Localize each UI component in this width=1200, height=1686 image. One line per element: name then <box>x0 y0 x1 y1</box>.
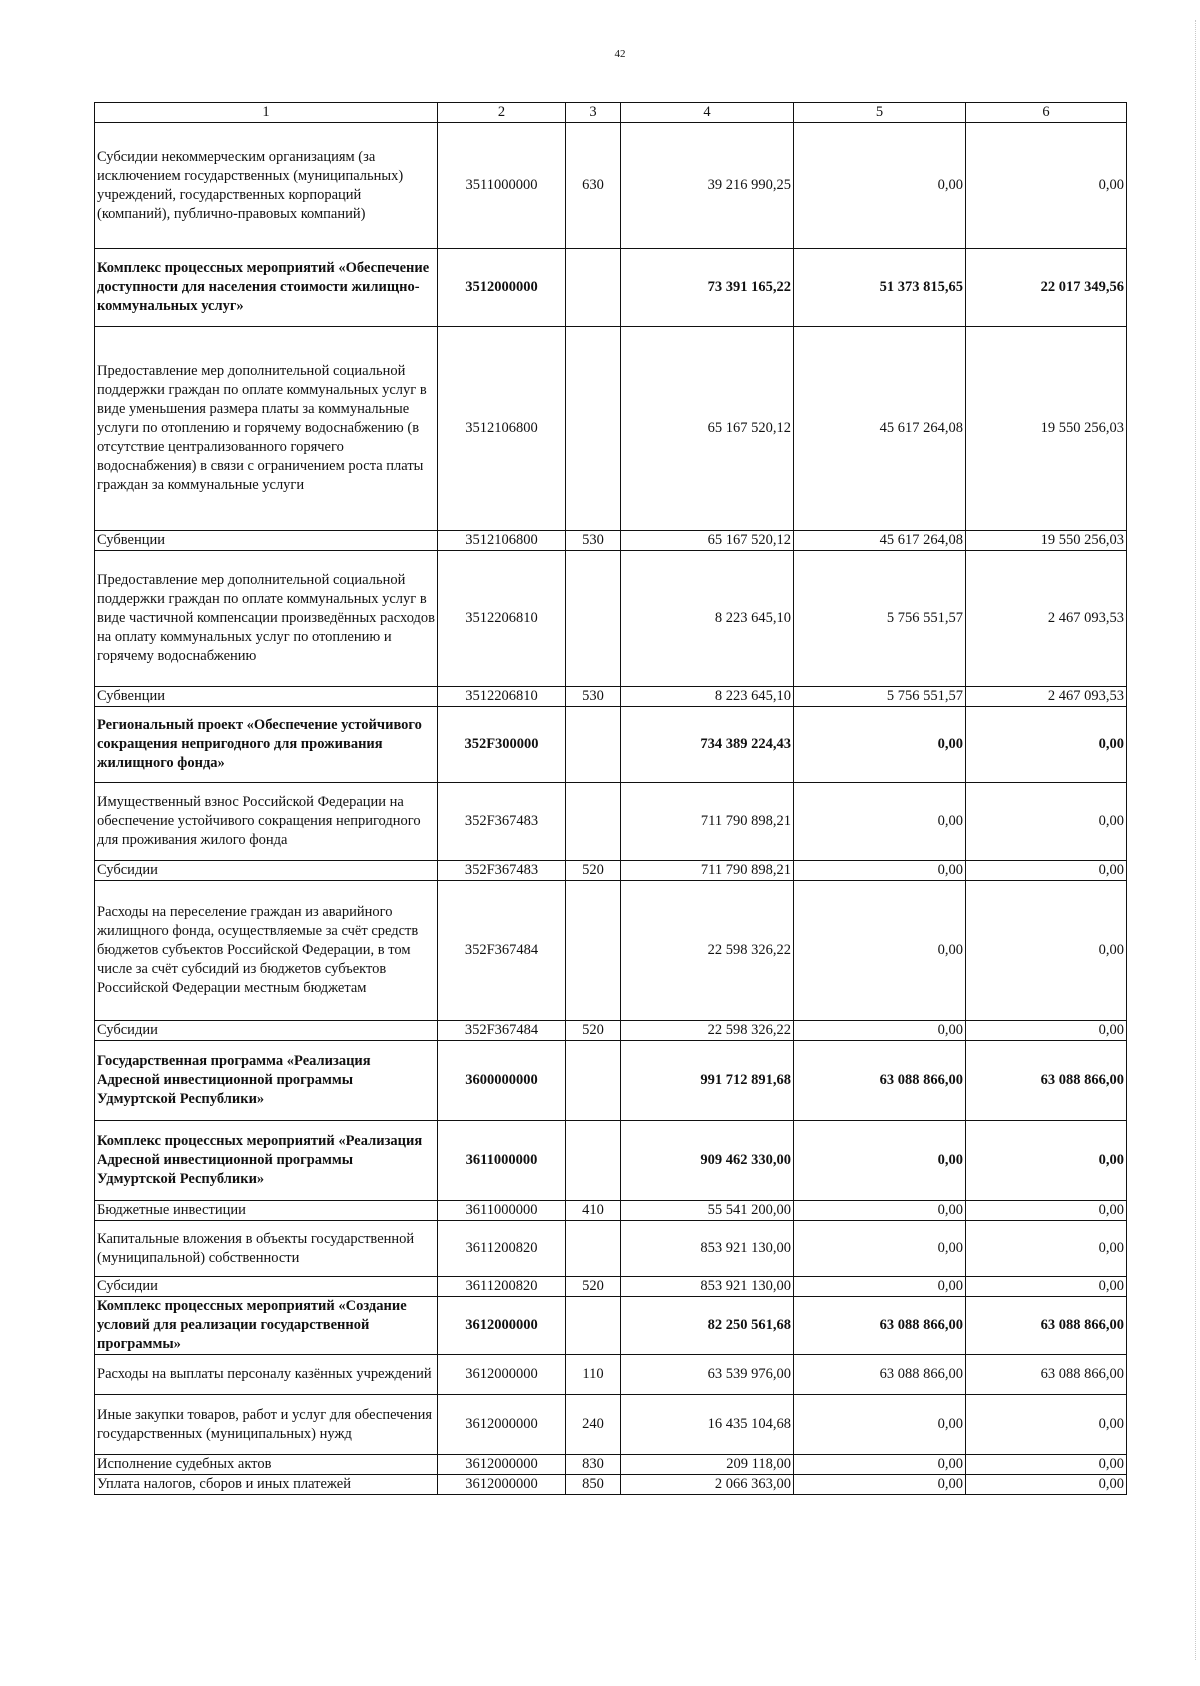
row-value-col5-cell: 0,00 <box>794 861 966 881</box>
row-name-cell: Комплекс процессных мероприятий «Обеспечение доступности для населения стоимости жилищно-коммунальных услуг» <box>95 249 438 327</box>
row-value-col5-cell: 45 617 264,08 <box>794 531 966 551</box>
row-expense-type-cell: 530 <box>566 531 621 551</box>
row-code-cell: 3612000000 <box>438 1297 566 1355</box>
row-expense-type-cell: 520 <box>566 861 621 881</box>
row-expense-type-cell: 240 <box>566 1395 621 1455</box>
row-value-col4-cell: 711 790 898,21 <box>621 783 794 861</box>
row-expense-type-cell <box>566 707 621 783</box>
table-row <box>95 783 1127 861</box>
row-name-cell: Имущественный взнос Российской Федерации на обеспечение устойчивого сокращения непригодного для проживания жилого фонда <box>95 783 438 861</box>
row-value-col4-cell: 22 598 326,22 <box>621 881 794 1021</box>
row-code-cell: 3512106800 <box>438 531 566 551</box>
row-value-col4-cell: 209 118,00 <box>621 1455 794 1475</box>
row-value-col4-cell: 22 598 326,22 <box>621 1021 794 1041</box>
row-value-col5-cell: 0,00 <box>794 1455 966 1475</box>
row-value-col5-cell: 0,00 <box>794 881 966 1021</box>
row-name-cell: Субвенции <box>95 687 438 707</box>
table-row <box>95 531 1127 551</box>
row-value-col5-cell: 5 756 551,57 <box>794 687 966 707</box>
row-code-cell: 352F367484 <box>438 881 566 1021</box>
row-expense-type-cell: 850 <box>566 1475 621 1495</box>
table-row <box>95 1201 1127 1221</box>
table-row <box>95 1395 1127 1455</box>
row-expense-type-cell: 630 <box>566 123 621 249</box>
row-expense-type-cell <box>566 783 621 861</box>
row-value-col5-cell: 63 088 866,00 <box>794 1041 966 1121</box>
row-value-col6-cell: 22 017 349,56 <box>966 249 1127 327</box>
row-expense-type-cell <box>566 1297 621 1355</box>
row-code-cell: 3611000000 <box>438 1201 566 1221</box>
table-row <box>95 1021 1127 1041</box>
row-expense-type-cell <box>566 327 621 531</box>
budget-table <box>94 102 1127 1495</box>
row-expense-type-cell <box>566 1221 621 1277</box>
row-code-cell: 352F300000 <box>438 707 566 783</box>
header-col-6: 6 <box>966 103 1127 123</box>
row-value-col5-cell: 51 373 815,65 <box>794 249 966 327</box>
header-row <box>95 103 1127 123</box>
table-row <box>95 1297 1127 1355</box>
row-value-col4-cell: 55 541 200,00 <box>621 1201 794 1221</box>
row-value-col5-cell: 0,00 <box>794 1475 966 1495</box>
row-value-col4-cell: 853 921 130,00 <box>621 1277 794 1297</box>
row-code-cell: 3611200820 <box>438 1221 566 1277</box>
row-value-col5-cell: 0,00 <box>794 1277 966 1297</box>
scan-edge-noise <box>1187 20 1196 1660</box>
row-value-col6-cell: 0,00 <box>966 1121 1127 1201</box>
table-row <box>95 327 1127 531</box>
row-value-col6-cell: 0,00 <box>966 1021 1127 1041</box>
row-code-cell: 352F367483 <box>438 783 566 861</box>
row-name-cell: Комплекс процессных мероприятий «Реализация Адресной инвестиционной программы Удмуртской Республики» <box>95 1121 438 1201</box>
row-value-col4-cell: 65 167 520,12 <box>621 531 794 551</box>
row-value-col5-cell: 0,00 <box>794 123 966 249</box>
row-value-col6-cell: 63 088 866,00 <box>966 1041 1127 1121</box>
row-code-cell: 3612000000 <box>438 1475 566 1495</box>
row-value-col5-cell: 0,00 <box>794 1021 966 1041</box>
row-value-col4-cell: 2 066 363,00 <box>621 1475 794 1495</box>
table-row <box>95 861 1127 881</box>
table-row <box>95 1475 1127 1495</box>
row-value-col4-cell: 39 216 990,25 <box>621 123 794 249</box>
row-name-cell: Капитальные вложения в объекты государственной (муниципальной) собственности <box>95 1221 438 1277</box>
header-col-1: 1 <box>95 103 438 123</box>
row-name-cell: Субсидии <box>95 861 438 881</box>
row-expense-type-cell: 410 <box>566 1201 621 1221</box>
header-col-5: 5 <box>794 103 966 123</box>
row-name-cell: Уплата налогов, сборов и иных платежей <box>95 1475 438 1495</box>
row-value-col6-cell: 0,00 <box>966 1395 1127 1455</box>
row-value-col5-cell: 45 617 264,08 <box>794 327 966 531</box>
row-value-col4-cell: 63 539 976,00 <box>621 1355 794 1395</box>
row-code-cell: 3612000000 <box>438 1355 566 1395</box>
row-value-col4-cell: 8 223 645,10 <box>621 687 794 707</box>
table-row <box>95 881 1127 1021</box>
row-value-col6-cell: 19 550 256,03 <box>966 531 1127 551</box>
row-name-cell: Субвенции <box>95 531 438 551</box>
table-row <box>95 1221 1127 1277</box>
row-value-col6-cell: 0,00 <box>966 1277 1127 1297</box>
row-expense-type-cell <box>566 881 621 1021</box>
row-name-cell: Субсидии <box>95 1021 438 1041</box>
row-value-col4-cell: 853 921 130,00 <box>621 1221 794 1277</box>
table-row <box>95 123 1127 249</box>
table-row <box>95 1355 1127 1395</box>
row-code-cell: 352F367484 <box>438 1021 566 1041</box>
row-expense-type-cell: 830 <box>566 1455 621 1475</box>
row-expense-type-cell: 110 <box>566 1355 621 1395</box>
row-value-col5-cell: 0,00 <box>794 1221 966 1277</box>
row-code-cell: 352F367483 <box>438 861 566 881</box>
row-code-cell: 3511000000 <box>438 123 566 249</box>
row-code-cell: 3512206810 <box>438 687 566 707</box>
row-code-cell: 3611000000 <box>438 1121 566 1201</box>
row-name-cell: Бюджетные инвестиции <box>95 1201 438 1221</box>
row-value-col6-cell: 2 467 093,53 <box>966 551 1127 687</box>
row-code-cell: 3512106800 <box>438 327 566 531</box>
row-code-cell: 3600000000 <box>438 1041 566 1121</box>
row-value-col4-cell: 65 167 520,12 <box>621 327 794 531</box>
row-expense-type-cell <box>566 249 621 327</box>
table-row <box>95 249 1127 327</box>
row-value-col4-cell: 991 712 891,68 <box>621 1041 794 1121</box>
row-name-cell: Иные закупки товаров, работ и услуг для обеспечения государственных (муниципальных) нужд <box>95 1395 438 1455</box>
row-expense-type-cell <box>566 551 621 687</box>
row-value-col6-cell: 0,00 <box>966 1221 1127 1277</box>
row-code-cell: 3612000000 <box>438 1455 566 1475</box>
row-value-col5-cell: 0,00 <box>794 1201 966 1221</box>
header-col-3: 3 <box>566 103 621 123</box>
table-row <box>95 1455 1127 1475</box>
row-name-cell: Предоставление мер дополнительной социальной поддержки граждан по оплате коммунальных услуг в виде уменьшения размера платы за коммунальные услуги по отоплению и горячему водоснабжению (в отсутствие централизованного горячего водоснабжения) в связи с ограничением роста платы граждан за коммунальные услуги <box>95 327 438 531</box>
row-name-cell: Комплекс процессных мероприятий «Создание условий для реализации государственной программы» <box>95 1297 438 1355</box>
row-name-cell: Расходы на выплаты персоналу казённых учреждений <box>95 1355 438 1395</box>
row-value-col5-cell: 0,00 <box>794 707 966 783</box>
row-name-cell: Региональный проект «Обеспечение устойчивого сокращения непригодного для проживания жилищного фонда» <box>95 707 438 783</box>
row-value-col5-cell: 5 756 551,57 <box>794 551 966 687</box>
row-expense-type-cell: 530 <box>566 687 621 707</box>
row-expense-type-cell <box>566 1121 621 1201</box>
row-name-cell: Расходы на переселение граждан из аварийного жилищного фонда, осуществляемые за счёт средств бюджетов субъектов Российской Федерации, в том числе за счёт субсидий из бюджетов субъектов Российской Федерации местным бюджетам <box>95 881 438 1021</box>
row-name-cell: Субсидии некоммерческим организациям (за исключением государственных (муниципальных) учреждений, государственных корпораций (компаний), публично-правовых компаний) <box>95 123 438 249</box>
row-value-col6-cell: 2 467 093,53 <box>966 687 1127 707</box>
row-code-cell: 3612000000 <box>438 1395 566 1455</box>
table-row <box>95 1121 1127 1201</box>
row-value-col6-cell: 0,00 <box>966 1201 1127 1221</box>
row-value-col4-cell: 711 790 898,21 <box>621 861 794 881</box>
row-value-col5-cell: 0,00 <box>794 783 966 861</box>
table-body <box>95 123 1127 1495</box>
table-row <box>95 687 1127 707</box>
row-name-cell: Государственная программа «Реализация Адресной инвестиционной программы Удмуртской Республики» <box>95 1041 438 1121</box>
row-value-col4-cell: 909 462 330,00 <box>621 1121 794 1201</box>
row-value-col5-cell: 0,00 <box>794 1121 966 1201</box>
table-row <box>95 1277 1127 1297</box>
row-name-cell: Предоставление мер дополнительной социальной поддержки граждан по оплате коммунальных услуг в виде частичной компенсации произведённых расходов на оплату коммунальных услуг по отоплению и горячему водоснабжению <box>95 551 438 687</box>
row-value-col6-cell: 19 550 256,03 <box>966 327 1127 531</box>
row-name-cell: Исполнение судебных актов <box>95 1455 438 1475</box>
table-row <box>95 707 1127 783</box>
row-value-col5-cell: 63 088 866,00 <box>794 1355 966 1395</box>
row-code-cell: 3512000000 <box>438 249 566 327</box>
row-code-cell: 3611200820 <box>438 1277 566 1297</box>
row-value-col6-cell: 0,00 <box>966 707 1127 783</box>
row-expense-type-cell: 520 <box>566 1277 621 1297</box>
header-col-4: 4 <box>621 103 794 123</box>
row-value-col6-cell: 0,00 <box>966 783 1127 861</box>
row-value-col4-cell: 82 250 561,68 <box>621 1297 794 1355</box>
header-col-2: 2 <box>438 103 566 123</box>
table-row <box>95 551 1127 687</box>
row-code-cell: 3512206810 <box>438 551 566 687</box>
row-value-col6-cell: 0,00 <box>966 123 1127 249</box>
row-value-col6-cell: 63 088 866,00 <box>966 1297 1127 1355</box>
row-value-col6-cell: 0,00 <box>966 1455 1127 1475</box>
row-value-col6-cell: 0,00 <box>966 881 1127 1021</box>
row-value-col5-cell: 63 088 866,00 <box>794 1297 966 1355</box>
page-number: 42 <box>614 48 626 60</box>
row-value-col6-cell: 63 088 866,00 <box>966 1355 1127 1395</box>
table-row <box>95 1041 1127 1121</box>
row-value-col4-cell: 734 389 224,43 <box>621 707 794 783</box>
row-value-col6-cell: 0,00 <box>966 861 1127 881</box>
row-value-col5-cell: 0,00 <box>794 1395 966 1455</box>
row-value-col4-cell: 16 435 104,68 <box>621 1395 794 1455</box>
row-value-col4-cell: 8 223 645,10 <box>621 551 794 687</box>
row-expense-type-cell: 520 <box>566 1021 621 1041</box>
row-value-col4-cell: 73 391 165,22 <box>621 249 794 327</box>
row-expense-type-cell <box>566 1041 621 1121</box>
row-value-col6-cell: 0,00 <box>966 1475 1127 1495</box>
row-name-cell: Субсидии <box>95 1277 438 1297</box>
